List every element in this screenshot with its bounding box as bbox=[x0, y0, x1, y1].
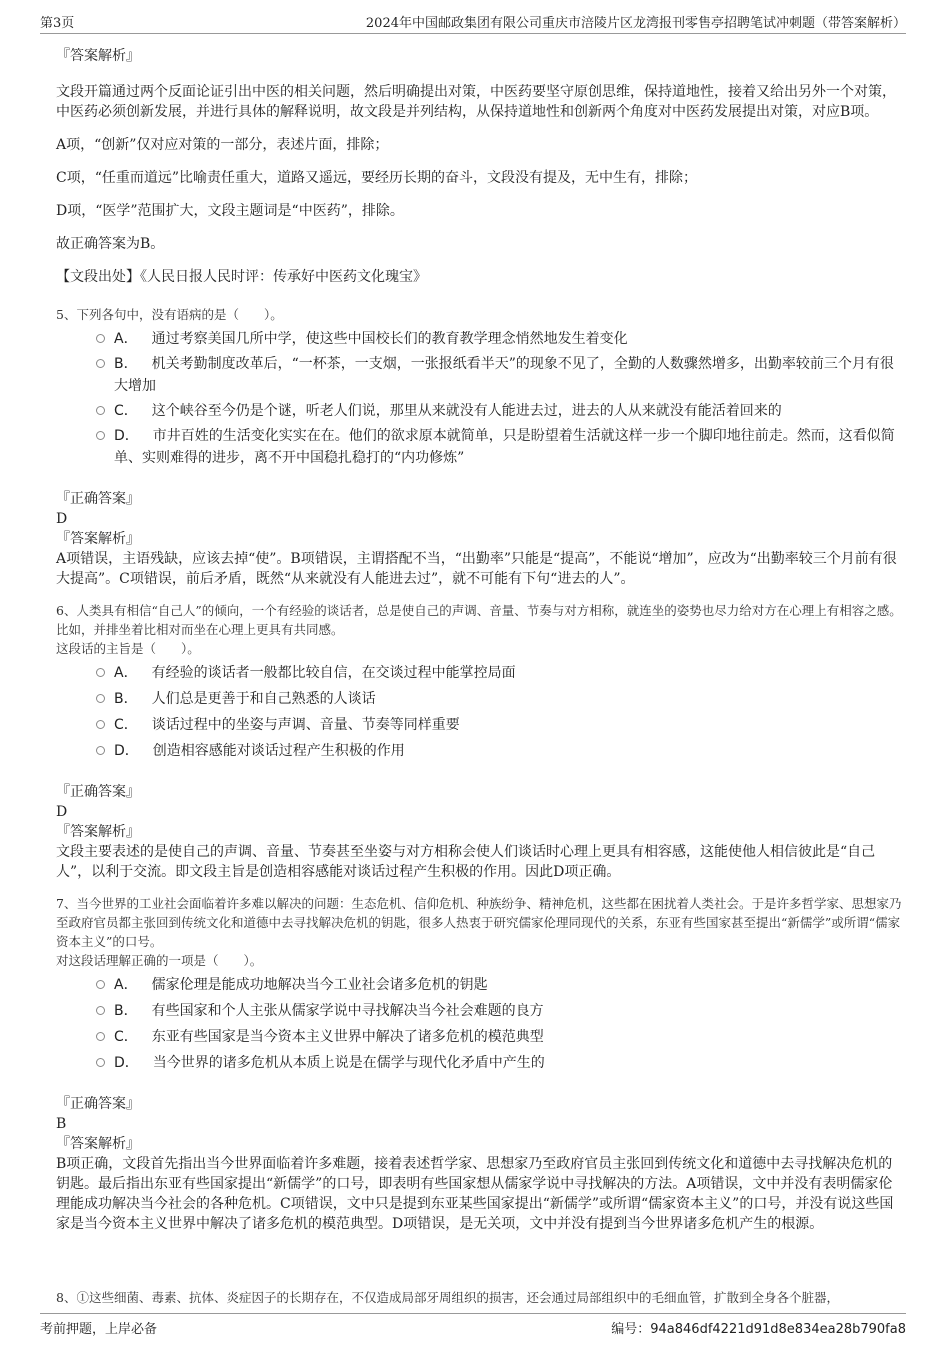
q7-analysis: B项正确，文段首先指出当今世界面临着许多难题，接着表述哲学家、思想家乃至政府官员主张回到传统文化和道德中去寻找解决危机的钥匙。最后指出东亚有些国家提出“新儒学”的口号，即表明有些国家想从儒家学说中寻找解决的方法。A项错误，文中并没有表明儒家伦理能成功解决当今社会的各种危机。C项错误，文中只是提到东亚某些国家提出“新儒学”或所谓“儒家资本主义”的口号，并没有说这些国家是当今资本主义世界中解决了诸多危机的模范典型。D项错误，是无关项，文中并没有提到当今世界诸多危机产生的根源。 bbox=[56, 1156, 894, 1232]
document-title: 2024年中国邮政集团有限公司重庆市涪陵片区龙湾报刊零售亭招聘笔试冲刺题（带答案解析） bbox=[365, 16, 906, 31]
q7-answer-label: 『正确答案』 bbox=[56, 1096, 140, 1112]
radio-icon[interactable] bbox=[96, 746, 105, 755]
q5-option-a[interactable]: A． 通过考察美国几所中学，使这些中国校长们的教育教学理念悄然地发生着变化 bbox=[56, 328, 902, 350]
q6-option-a[interactable]: A． 有经验的谈话者一般都比较自信，在交谈过程中能掌控局面 bbox=[56, 662, 902, 684]
q4-source: 【文段出处】《人民日报人民时评：传承好中医药文化瑰宝》 bbox=[56, 269, 427, 285]
q5-option-b[interactable]: B． 机关考勤制度改革后，“一杯茶，一支烟，一张报纸看半天”的现象不见了，全勤的人数骤然增多，出勤率较前三个月有很大增加 bbox=[56, 353, 902, 397]
q5-answer-label: 『正确答案』 bbox=[56, 491, 140, 507]
q4-option-d-note: D项，“医学”范围扩大，文段主题词是“中医药”，排除。 bbox=[56, 203, 404, 219]
q4-conclusion: 故正确答案为B。 bbox=[56, 236, 165, 252]
q6-prompt: 这段话的主旨是（ ）。 bbox=[56, 641, 200, 656]
radio-icon[interactable] bbox=[96, 720, 105, 729]
q4-option-a-note: A项，“创新”仅对应对策的一部分，表述片面，排除； bbox=[56, 137, 389, 153]
radio-icon[interactable] bbox=[96, 1006, 105, 1015]
q4-analysis: 文段开篇通过两个反面论证引出中医的相关问题，然后明确提出对策，中医药要坚守原创思维，保持道地性，接着又给出另外一个对策，中医药必须创新发展，并进行具体的解释说明，故文段是并列结构，从保持道地性和创新两个角度对中医药发展提出对策，对应B项。 bbox=[56, 84, 896, 120]
radio-icon[interactable] bbox=[96, 1058, 105, 1067]
document-code: 94a846df4221d91d8e834ea28b790fa8 bbox=[650, 1322, 906, 1337]
q5-analysis-label: 『答案解析』 bbox=[56, 531, 140, 547]
q5-answer: D bbox=[56, 511, 68, 527]
q7-analysis-label: 『答案解析』 bbox=[56, 1136, 140, 1152]
header-divider bbox=[40, 33, 906, 34]
q5-options bbox=[56, 328, 902, 469]
q6-analysis: 文段主要表述的是使自己的声调、音量、节奏甚至坐姿与对方相称会使人们谈话时心理上更具有相容感，这能使他人相信彼此是“自己人”，以利于交流。即文段主旨是创造相容感能对谈话过程产生积极的作用。因此D项正确。 bbox=[56, 844, 876, 880]
q7-option-a[interactable]: A． 儒家伦理是能成功地解决当今工业社会诸多危机的钥匙 bbox=[56, 974, 902, 996]
q8-clip bbox=[56, 1288, 902, 1306]
q7-options bbox=[56, 974, 902, 1074]
q6-option-c[interactable]: C． 谈话过程中的坐姿与声调、音量、节奏等同样重要 bbox=[56, 714, 902, 736]
footer-slogan: 考前押题，上岸必备 bbox=[40, 1322, 158, 1337]
q7-option-b[interactable]: B． 有些国家和个人主张从儒家学说中寻找解决当今社会难题的良方 bbox=[56, 1000, 902, 1022]
radio-icon[interactable] bbox=[96, 1032, 105, 1041]
q6-answer-label: 『正确答案』 bbox=[56, 784, 140, 800]
q5-option-d[interactable]: D． 市井百姓的生活变化实实在在。他们的欲求原本就简单，只是盼望着生活就这样一步一个脚印地往前走。然而，这看似简单、实则难得的进步，离不开中国稳扎稳打的“内功修炼” bbox=[56, 425, 902, 469]
page-number: 第3页 bbox=[40, 16, 75, 31]
q7-option-d[interactable]: D． 当今世界的诸多危机从本质上说是在儒学与现代化矛盾中产生的 bbox=[56, 1052, 902, 1074]
radio-icon[interactable] bbox=[96, 980, 105, 989]
radio-icon[interactable] bbox=[96, 668, 105, 677]
radio-icon[interactable] bbox=[96, 359, 105, 368]
q6-analysis-label: 『答案解析』 bbox=[56, 824, 140, 840]
document-body bbox=[56, 44, 902, 1234]
q5-analysis: A项错误，主语残缺，应该去掉“使”。B项错误，主谓搭配不当，“出勤率”只能是“提高”，不能说“增加”，应改为“出勤率较三个月前有很大提高”。C项错误，前后矛盾，既然“从来就没有人能进去过”，就不可能有下句“进去的人”。 bbox=[56, 551, 897, 587]
q4-option-c-note: C项，“任重而道远”比喻责任重大，道路又遥远，要经历长期的奋斗，文段没有提及，无中生有，排除； bbox=[56, 170, 698, 186]
page-footer bbox=[40, 1318, 906, 1338]
q6-answer: D bbox=[56, 804, 68, 820]
page-header bbox=[40, 12, 906, 32]
q5-option-c[interactable]: C． 这个峡谷至今仍是个谜，听老人们说，那里从来就没有人能进去过，进去的人从来就没有能活着回来的 bbox=[56, 400, 902, 422]
radio-icon[interactable] bbox=[96, 406, 105, 415]
q8-question: 8、①这些细菌、毒素、抗体、炎症因子的长期存在，不仅造成局部牙周组织的损害，还会通过局部组织中的毛细血管，扩散到全身各个脏器， bbox=[56, 1290, 839, 1305]
q6-option-b[interactable]: B． 人们总是更善于和自己熟悉的人谈话 bbox=[56, 688, 902, 710]
q7-prompt: 对这段话理解正确的一项是（ ）。 bbox=[56, 953, 263, 968]
radio-icon[interactable] bbox=[96, 694, 105, 703]
radio-icon[interactable] bbox=[96, 334, 105, 343]
footer-divider bbox=[40, 1313, 906, 1314]
q6-option-d[interactable]: D． 创造相容感能对谈话过程产生积极的作用 bbox=[56, 740, 902, 762]
radio-icon[interactable] bbox=[96, 431, 105, 440]
q5-question: 5、下列各句中，没有语病的是（ ）。 bbox=[56, 307, 283, 322]
q7-option-c[interactable]: C． 东亚有些国家是当今资本主义世界中解决了诸多危机的模范典型 bbox=[56, 1026, 902, 1048]
q6-options bbox=[56, 662, 902, 762]
footer-code: 编号：94a846df4221d91d8e834ea28b790fa8 bbox=[611, 1322, 906, 1337]
q7-question: 7、当今世界的工业社会面临着许多难以解决的问题：生态危机、信仰危机、种族纷争、精神危机，这些都在困扰着人类社会。于是许多哲学家、思想家乃至政府官员都主张回到传统文化和道德中去寻找解决危机的钥匙，很多人热衷于研究儒家伦理同现代的关系，东亚有些国家甚至提出“新儒学”或所谓“儒家资本主义”的口号。 bbox=[56, 896, 902, 949]
q4-analysis-label: 『答案解析』 bbox=[56, 48, 140, 64]
q6-question: 6、人类具有相信“自己人”的倾向，一个有经验的谈话者，总是使自己的声调、音量、节奏与对方相称，就连坐的姿势也尽力给对方在心理上有相容之感。比如，并排坐着比相对而坐在心理上更具有共同感。 bbox=[56, 603, 902, 637]
q7-answer: B bbox=[56, 1116, 67, 1132]
